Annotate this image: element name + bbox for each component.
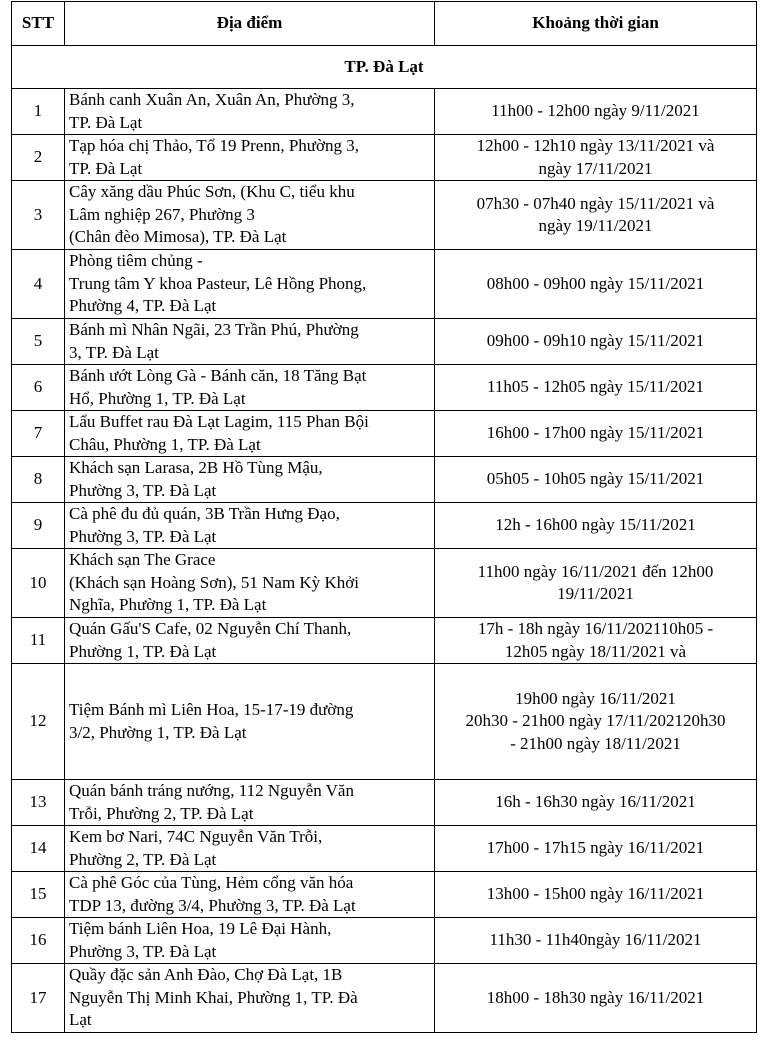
row-location: Tạp hóa chị Thảo, Tổ 19 Prenn, Phường 3, TP. Đà Lạt xyxy=(65,135,435,181)
row-location: Quán Gấu'S Cafe, 02 Nguyễn Chí Thanh, Phường 1, TP. Đà Lạt xyxy=(65,618,435,664)
row-number: 11 xyxy=(12,618,65,664)
row-location: Bánh ướt Lòng Gà - Bánh căn, 18 Tăng Bạt Hổ, Phường 1, TP. Đà Lạt xyxy=(65,365,435,411)
row-location: Quán bánh tráng nướng, 112 Nguyễn Văn Trỗi, Phường 2, TP. Đà Lạt xyxy=(65,780,435,826)
table-row xyxy=(12,964,757,1033)
table-row xyxy=(12,411,757,457)
table-row xyxy=(12,664,757,780)
schedule-table xyxy=(11,1,757,1033)
table-row xyxy=(12,457,757,503)
row-time: 18h00 - 18h30 ngày 16/11/2021 xyxy=(435,964,757,1033)
row-location: Cà phê đu đủ quán, 3B Trần Hưng Đạo, Phường 3, TP. Đà Lạt xyxy=(65,503,435,549)
section-title: TP. Đà Lạt xyxy=(12,46,757,89)
row-location: Quầy đặc sản Anh Đào, Chợ Đà Lạt, 1B Nguyễn Thị Minh Khai, Phường 1, TP. Đà Lạt xyxy=(65,964,435,1033)
row-number: 14 xyxy=(12,826,65,872)
row-time: 07h30 - 07h40 ngày 15/11/2021 và ngày 19/11/2021 xyxy=(435,181,757,250)
row-time: 11h00 ngày 16/11/2021 đến 12h00 19/11/2021 xyxy=(435,549,757,618)
row-time: 13h00 - 15h00 ngày 16/11/2021 xyxy=(435,872,757,918)
table-row xyxy=(12,89,757,135)
table-row xyxy=(12,181,757,250)
row-number: 17 xyxy=(12,964,65,1033)
table-row xyxy=(12,135,757,181)
table-row xyxy=(12,250,757,319)
row-location: Phòng tiêm chủng - Trung tâm Y khoa Pasteur, Lê Hồng Phong, Phường 4, TP. Đà Lạt xyxy=(65,250,435,319)
table-row xyxy=(12,549,757,618)
row-number: 15 xyxy=(12,872,65,918)
header-location: Địa điểm xyxy=(65,2,435,46)
row-number: 5 xyxy=(12,319,65,365)
section-row xyxy=(12,46,757,89)
row-time: 19h00 ngày 16/11/2021 20h30 - 21h00 ngày 17/11/202120h30 - 21h00 ngày 18/11/2021 xyxy=(435,664,757,780)
row-number: 3 xyxy=(12,181,65,250)
table-row xyxy=(12,503,757,549)
row-time: 17h - 18h ngày 16/11/202110h05 - 12h05 ngày 18/11/2021 và xyxy=(435,618,757,664)
row-number: 12 xyxy=(12,664,65,780)
row-time: 09h00 - 09h10 ngày 15/11/2021 xyxy=(435,319,757,365)
row-location: Bánh mì Nhân Ngãi, 23 Trần Phú, Phường 3, TP. Đà Lạt xyxy=(65,319,435,365)
row-number: 7 xyxy=(12,411,65,457)
row-time: 08h00 - 09h00 ngày 15/11/2021 xyxy=(435,250,757,319)
table-row xyxy=(12,826,757,872)
row-time: 16h - 16h30 ngày 16/11/2021 xyxy=(435,780,757,826)
row-number: 9 xyxy=(12,503,65,549)
table-row xyxy=(12,618,757,664)
table-row xyxy=(12,319,757,365)
row-location: Cây xăng dầu Phúc Sơn, (Khu C, tiểu khu Lâm nghiệp 267, Phường 3 (Chân đèo Mimosa), TP. Đà Lạt xyxy=(65,181,435,250)
row-number: 8 xyxy=(12,457,65,503)
header-stt: STT xyxy=(12,2,65,46)
row-number: 4 xyxy=(12,250,65,319)
row-location: Khách sạn Larasa, 2B Hồ Tùng Mậu, Phường 3, TP. Đà Lạt xyxy=(65,457,435,503)
row-time: 11h30 - 11h40ngày 16/11/2021 xyxy=(435,918,757,964)
row-number: 10 xyxy=(12,549,65,618)
row-number: 13 xyxy=(12,780,65,826)
row-time: 11h00 - 12h00 ngày 9/11/2021 xyxy=(435,89,757,135)
row-location: Tiệm bánh Liên Hoa, 19 Lê Đại Hành, Phường 3, TP. Đà Lạt xyxy=(65,918,435,964)
row-number: 6 xyxy=(12,365,65,411)
row-number: 2 xyxy=(12,135,65,181)
row-location: Tiệm Bánh mì Liên Hoa, 15-17-19 đường 3/2, Phường 1, TP. Đà Lạt xyxy=(65,664,435,780)
row-number: 16 xyxy=(12,918,65,964)
row-time: 05h05 - 10h05 ngày 15/11/2021 xyxy=(435,457,757,503)
table-row xyxy=(12,872,757,918)
row-time: 12h - 16h00 ngày 15/11/2021 xyxy=(435,503,757,549)
table-row xyxy=(12,780,757,826)
row-time: 12h00 - 12h10 ngày 13/11/2021 và ngày 17/11/2021 xyxy=(435,135,757,181)
row-number: 1 xyxy=(12,89,65,135)
row-location: Bánh canh Xuân An, Xuân An, Phường 3, TP. Đà Lạt xyxy=(65,89,435,135)
header-time: Khoảng thời gian xyxy=(435,2,757,46)
row-location: Cà phê Góc của Tùng, Hẻm cổng văn hóa TDP 13, đường 3/4, Phường 3, TP. Đà Lạt xyxy=(65,872,435,918)
header-row xyxy=(12,2,757,46)
row-location: Khách sạn The Grace (Khách sạn Hoàng Sơn), 51 Nam Kỳ Khởi Nghĩa, Phường 1, TP. Đà Lạt xyxy=(65,549,435,618)
table-row xyxy=(12,918,757,964)
row-location: Lẩu Buffet rau Đà Lạt Lagim, 115 Phan Bội Châu, Phường 1, TP. Đà Lạt xyxy=(65,411,435,457)
row-location: Kem bơ Nari, 74C Nguyễn Văn Trỗi, Phường 2, TP. Đà Lạt xyxy=(65,826,435,872)
table-row xyxy=(12,365,757,411)
row-time: 11h05 - 12h05 ngày 15/11/2021 xyxy=(435,365,757,411)
row-time: 16h00 - 17h00 ngày 15/11/2021 xyxy=(435,411,757,457)
row-time: 17h00 - 17h15 ngày 16/11/2021 xyxy=(435,826,757,872)
